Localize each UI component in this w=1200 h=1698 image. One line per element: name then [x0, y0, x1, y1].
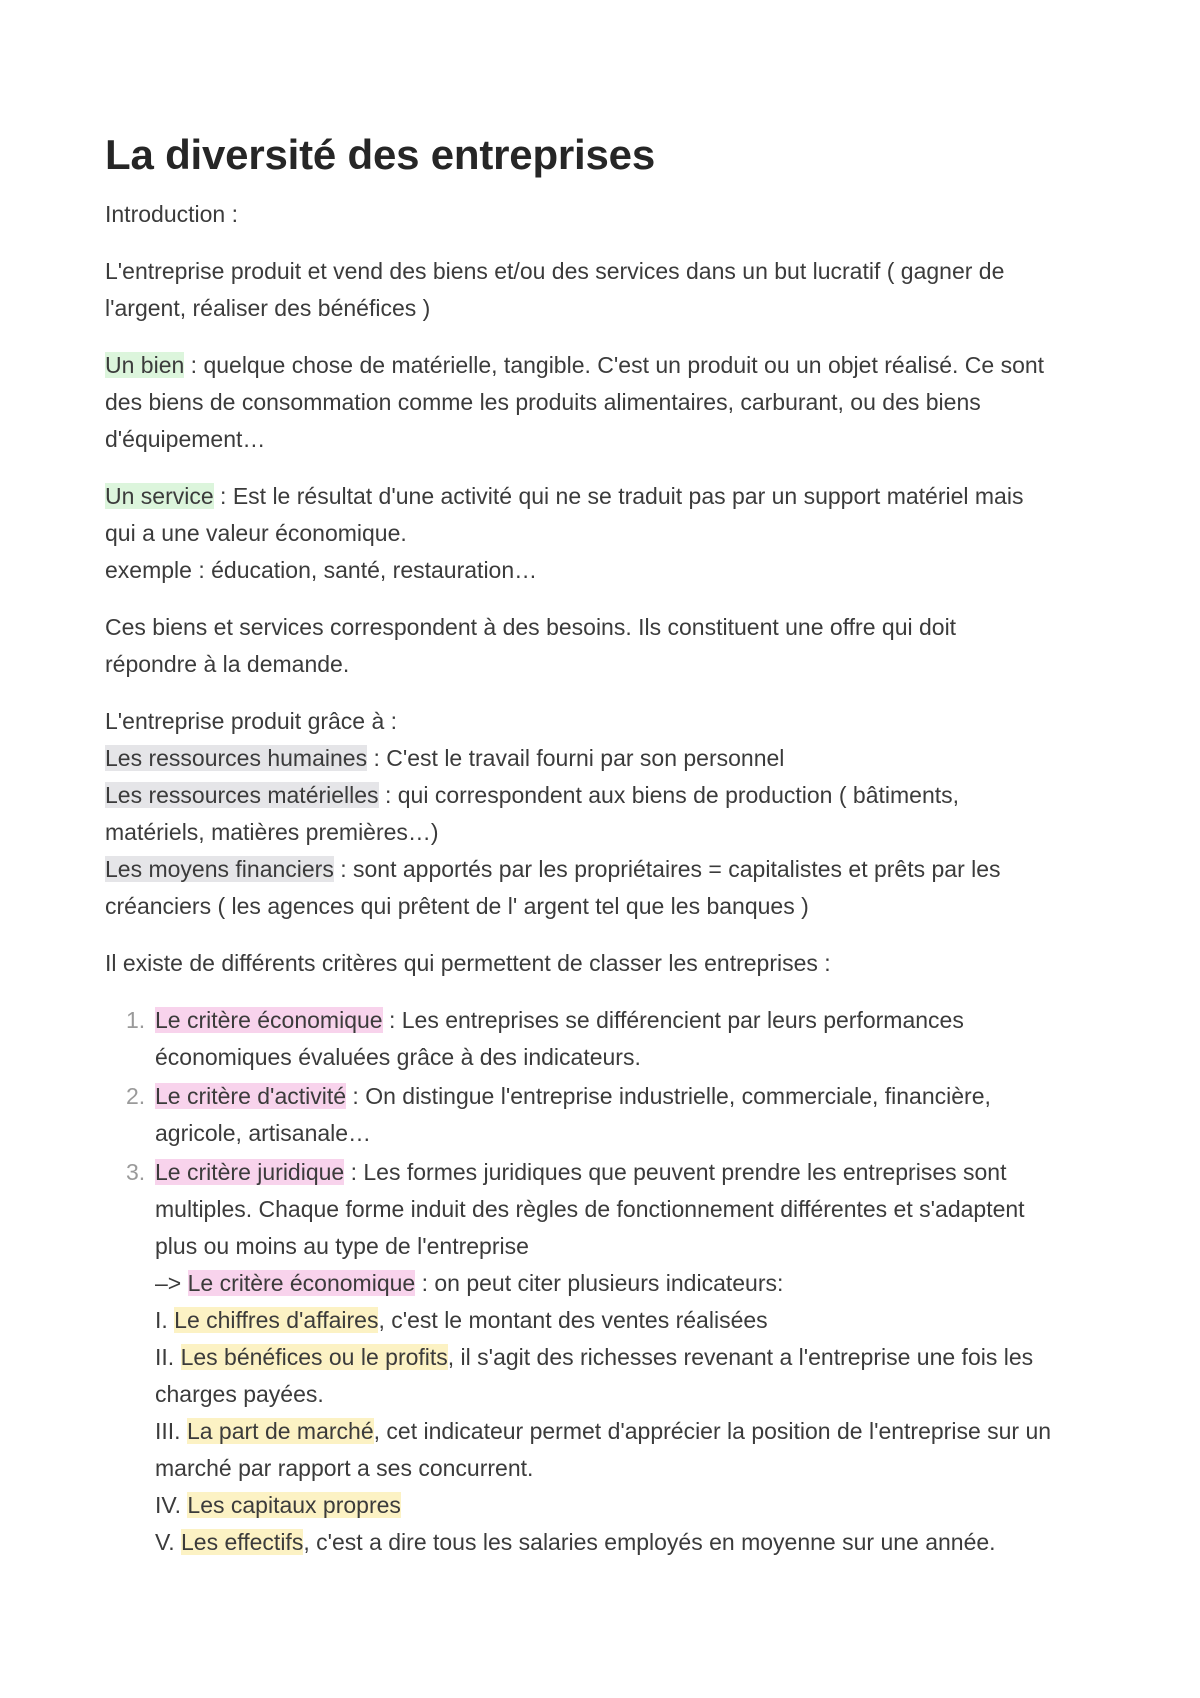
paragraph-line: exemple : éducation, santé, restauration…	[105, 557, 538, 583]
paragraph-line: d'équipement…	[105, 426, 266, 452]
term-moyens-financiers: Les moyens financiers	[105, 856, 334, 882]
paragraph-line: créanciers ( les agences qui prêtent de l' argent tel que les banques )	[105, 893, 809, 919]
paragraph-line: l'argent, réaliser des bénéfices )	[105, 295, 431, 321]
list-number: 3.	[126, 1159, 146, 1185]
paragraph-line: des biens de consommation comme les produits alimentaires, carburant, ou des biens	[105, 389, 981, 415]
list-item	[105, 1002, 1105, 1076]
term-critere-juridique: Le critère juridique	[155, 1159, 345, 1185]
indicator-text: , cet indicateur permet d'apprécier la position de l'entreprise sur un	[373, 1418, 1052, 1444]
arrow-glyph: –>	[155, 1270, 188, 1296]
ressources-humaines-text: : C'est le travail fourni par son personnel	[367, 745, 785, 771]
page-title: La diversité des entreprises	[105, 131, 655, 178]
paragraph-line: répondre à la demande.	[105, 651, 350, 677]
indicator-term: Les effectifs	[181, 1529, 304, 1555]
list-item-line: économiques évaluées grâce à des indicateurs.	[155, 1044, 641, 1070]
list-item	[105, 1154, 1105, 1561]
moyens-financiers-text: : sont apportés par les propriétaires = capitalistes et prêts par les	[333, 856, 1001, 882]
list-item-line: plus ou moins au type de l'entreprise	[155, 1233, 529, 1259]
term-ressources-humaines: Les ressources humaines	[105, 745, 368, 771]
indicator-prefix: III.	[155, 1418, 187, 1444]
indicator-prefix: I.	[155, 1307, 175, 1333]
ressources-intro: L'entreprise produit grâce à :	[105, 708, 398, 734]
indicator-prefix: V.	[155, 1529, 182, 1555]
indicator-term: La part de marché	[186, 1418, 374, 1444]
list-item-line: multiples. Chaque forme induit des règles de fonctionnement différentes et s'adaptent	[155, 1196, 1025, 1222]
term-ressources-materielles: Les ressources matérielles	[105, 782, 379, 808]
term-bien: Un bien	[105, 352, 185, 378]
indicator-line: charges payées.	[155, 1381, 324, 1407]
paragraph-line: L'entreprise produit et vend des biens et/ou des services dans un but lucratif ( gagner de	[105, 258, 1005, 284]
indicator-item	[155, 1302, 1105, 1339]
indicator-term: Le chiffres d'affaires	[174, 1307, 379, 1333]
indicator-term: Les bénéfices ou le profits	[180, 1344, 448, 1370]
bien-text: : quelque chose de matérielle, tangible. C'est un produit ou un objet réalisé. Ce sont	[184, 352, 1045, 378]
indicator-text: , il s'agit des richesses revenant a l'entreprise une fois les	[447, 1344, 1034, 1370]
paragraph-line: qui a une valeur économique.	[105, 520, 407, 546]
ressources-materielles-text: : qui correspondent aux biens de production ( bâtiments,	[378, 782, 960, 808]
list-item	[105, 1078, 1105, 1152]
criteres-intro: Il existe de différents critères qui permettent de classer les entreprises :	[105, 950, 831, 976]
list-item-text: : Les entreprises se différencient par leurs performances	[382, 1007, 964, 1033]
indicator-line: marché par rapport a ses concurrent.	[155, 1455, 534, 1481]
list-number: 2.	[126, 1083, 146, 1109]
list-item-line: agricole, artisanale…	[155, 1120, 372, 1146]
list-item-text: : On distingue l'entreprise industrielle, commerciale, financière,	[346, 1083, 991, 1109]
indicator-item	[155, 1413, 1105, 1450]
indicator-prefix: II.	[155, 1344, 181, 1370]
paragraph-bien	[105, 347, 1105, 458]
criteria-list	[105, 1002, 1105, 1561]
paragraph-definition	[105, 253, 1105, 327]
list-number: 1.	[126, 1007, 146, 1033]
indicator-item	[155, 1487, 1105, 1524]
term-service: Un service	[105, 483, 214, 509]
arrow-text: : on peut citer plusieurs indicateurs:	[415, 1270, 784, 1296]
term-critere-economique-2: Le critère économique	[187, 1270, 416, 1296]
term-critere-activite: Le critère d'activité	[155, 1083, 347, 1109]
document-content	[105, 126, 1105, 1561]
paragraph-line: matériels, matières premières…)	[105, 819, 439, 845]
indicator-text: , c'est a dire tous les salaries employés en moyenne sur une année.	[303, 1529, 996, 1555]
paragraph-line: Ces biens et services correspondent à des besoins. Ils constituent une offre qui doit	[105, 614, 957, 640]
indicator-item	[155, 1524, 1105, 1561]
list-item-text: : Les formes juridiques que peuvent prendre les entreprises sont	[344, 1159, 1007, 1185]
paragraph-service	[105, 478, 1105, 589]
paragraph-ressources	[105, 703, 1105, 925]
indicator-text: , c'est le montant des ventes réalisées	[378, 1307, 768, 1333]
paragraph-besoins	[105, 609, 1105, 683]
indicator-prefix: IV.	[155, 1492, 188, 1518]
service-text: : Est le résultat d'une activité qui ne se traduit pas par un support matériel mais	[213, 483, 1024, 509]
term-critere-economique: Le critère économique	[155, 1007, 383, 1033]
indicator-term: Les capitaux propres	[187, 1492, 401, 1518]
indicator-item	[155, 1339, 1105, 1376]
intro-label: Introduction :	[105, 201, 238, 227]
